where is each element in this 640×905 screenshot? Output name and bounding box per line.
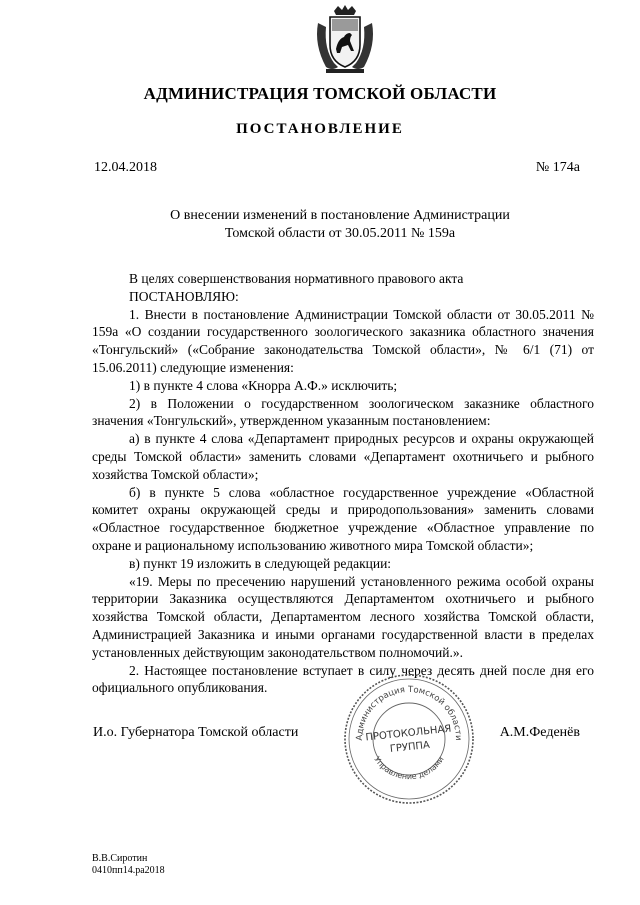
resolve-heading: ПОСТАНОВЛЯЮ: (129, 288, 239, 304)
signer-position: И.о. Губернатора Томской области (93, 725, 299, 740)
stamp-center-line: ПРОТОКОЛЬНАЯ (365, 723, 452, 744)
official-stamp (340, 670, 478, 808)
footer-info (92, 853, 165, 877)
footer-author: В.В.Сиротин (92, 853, 148, 864)
stamp-ring-text: Администрация Томской области (354, 684, 464, 741)
coat-of-arms-icon (312, 5, 378, 75)
subject-line: О внесении изменений в постановление Администрации (170, 208, 510, 223)
footer-code: 0410пп14.ра2018 (92, 865, 165, 876)
document-body (92, 270, 594, 697)
intro-paragraph: В целях совершенствования нормативного правового акта (129, 271, 464, 286)
clause-19-text: «19. Меры по пресечению нарушений установленного режима особой охраны территории Заказника осуществляются Департаментом охотничьего и рыбного хозяйства Томской области, Департаментом лесного хозяйства Томской области, Администрацией Заказника и иными органами государственной власти в пределах установленных действующим законодательством полномочий.». (92, 573, 594, 660)
clause-2: 2. Настоящее постановление вступает в силу через десять дней после дня его официального опубликования. (92, 662, 594, 696)
document-date: 12.04.2018 (94, 160, 157, 175)
stamp-center-line: ГРУППА (389, 739, 431, 756)
subclause-1-2-a: а) в пункте 4 слова «Департамент природных ресурсов и охраны окружающей среды Томской области» заменить словами «Департамент охотничьего и рыбного хозяйства Томской области»; (92, 431, 594, 482)
document-type: ПОСТАНОВЛЕНИЕ (236, 121, 404, 137)
signer-name: А.М.Феденёв (499, 725, 580, 740)
subject-line: Томской области от 30.05.2011 № 159а (224, 226, 456, 241)
subclause-1-1: 1) в пункте 4 слова «Кнорра А.Ф.» исключить; (129, 377, 398, 393)
stamp-bottom-text: Управление делами (372, 754, 446, 782)
subclause-1-2-b: б) в пункте 5 слова «областное государственное учреждение «Областной комитет охраны окружающей среды и природопользования» заменить словами «Областное государственное бюджетное учреждение «Областное управление по охране и рациональному использованию животного мира Томской области»; (92, 484, 594, 553)
document-number: № 174а (535, 160, 580, 175)
document-subject (60, 207, 620, 243)
organization-title: АДМИНИСТРАЦИЯ ТОМСКОЙ ОБЛАСТИ (143, 84, 497, 103)
subclause-1-2-c: в) пункт 19 изложить в следующей редакции: (129, 555, 392, 571)
subclause-1-2: 2) в Положении о государственном зоологическом заказнике областного значения «Тонгульский», утвержденном указанным постановлением: (92, 395, 594, 429)
clause-1: 1. Внести в постановление Администрации Томской области от 30.05.2011 № 159а «О создании государственного зоологического заказника областного значения «Тонгульский» («Собрание законодательства Томской области», № 6/1 (71) от 15.06.2011) следующие изменения: (92, 306, 594, 375)
